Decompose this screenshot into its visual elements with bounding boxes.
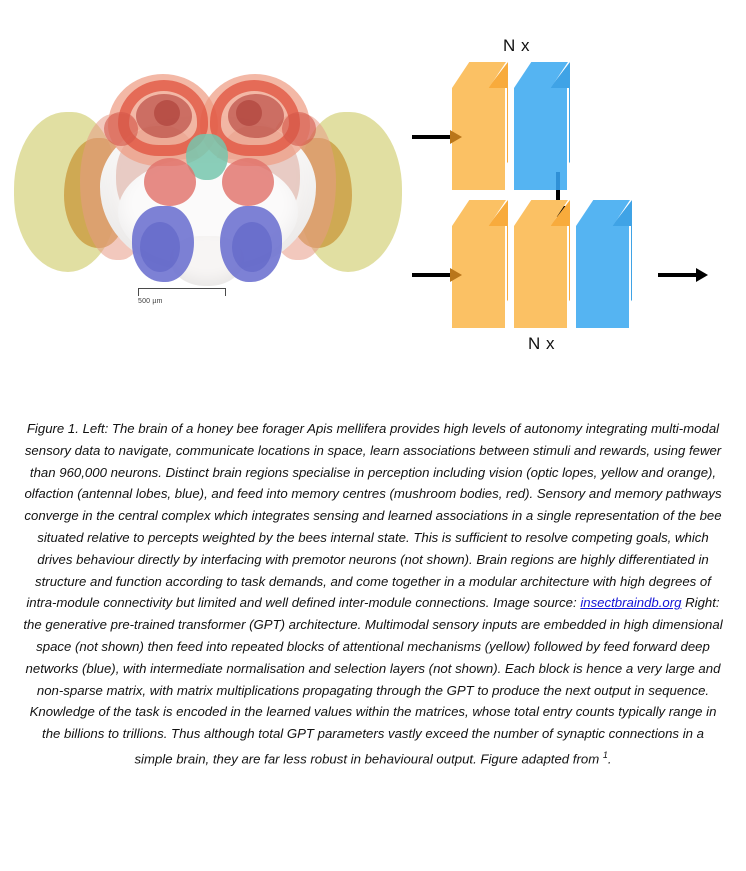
block-front-face	[514, 226, 568, 328]
pedunculus-right	[222, 158, 274, 206]
scale-bar-label: 500 µm	[138, 298, 163, 305]
arrow-head-icon	[450, 130, 462, 144]
mushroom-body-lobe-right	[282, 112, 316, 146]
reference-marker: 1	[602, 749, 608, 760]
block-edge	[629, 226, 631, 328]
feedforward-block-top	[514, 62, 568, 190]
scale-bar	[138, 288, 268, 305]
mushroom-body-lobe-left	[104, 112, 138, 146]
attention-block-bottom-1	[452, 200, 506, 328]
figure-caption	[22, 418, 724, 770]
repeat-label-bottom: N x	[528, 334, 555, 353]
block-edge	[505, 88, 507, 190]
input-arrow-bottom	[412, 273, 464, 277]
input-arrow-top	[412, 135, 464, 139]
output-arrow	[658, 273, 716, 277]
block-edge	[505, 226, 507, 328]
antennal-lobe-left-inner	[140, 222, 180, 272]
arrow-head-icon	[450, 268, 462, 282]
caption-part-3: .	[607, 751, 612, 767]
antennal-lobe-right-inner	[232, 222, 272, 272]
gpt-architecture-diagram	[420, 22, 740, 372]
mushroom-body-spot-left	[154, 100, 180, 126]
scale-bar-line	[138, 288, 226, 296]
caption-part-1: Figure 1. Left: The brain of a honey bee forager Apis mellifera provides high levels of autonomy integrating multi-modal sensory data to navigate, communicate locations in space, learn associations between stimuli and rewards, using fewer than 960,000 neurons. Distinct brain regions specialise in perception including vision (optic lopes, yellow and orange), olfaction (antennal lobes, blue), and feed into memory centres (mushroom bodies, red). Sensory and memory pathways converge in the central complex which integrates sensing and learned associations in a single representation of the bee situated relative to percepts weighted by the bees internal state. This is sufficient to resolve competing goals, which drives behaviour directly by interfacing with premotor neurons (not shown). Brain regions are highly differentiated in structure and function according to task demands, and come together in a modular architecture with high degrees of intra-module connectivity but limited and well defined inter-module connections. Image source:	[24, 421, 722, 611]
block-edge	[567, 88, 569, 190]
pedunculus-left	[144, 158, 196, 206]
brain-render-stage	[8, 40, 408, 310]
attention-block-top	[452, 62, 506, 190]
block-front-face	[576, 226, 630, 328]
mushroom-body-spot-right	[236, 100, 262, 126]
attention-block-bottom-2	[514, 200, 568, 328]
insectbraindb-link[interactable]: insectbraindb.org	[580, 595, 682, 611]
arrow-head-icon	[696, 268, 708, 282]
caption-part-2: Right: the generative pre-trained transformer (GPT) architecture. Multimodal sensory inputs are embedded in high dimensional space (not shown) then feed into repeated blocks of attentional mechanisms (yellow) followed by feed forward deep networks (blue), with intermediate normalisation and selection layers (not shown). Each block is hence a very large and non-sparse matrix, with matrix multiplications propagating through the GPT to produce the next output in sequence. Knowledge of the task is encoded in the learned values within the matrices, whose total entry counts typically range in the billions to trillions. Thus although total GPT parameters vastly exceed the number of synaptic connections in a simple brain, they are far less robust in behavioural output. Figure adapted from	[23, 595, 723, 767]
bee-brain-image	[8, 40, 408, 370]
figure-panels	[0, 0, 746, 400]
block-edge	[567, 226, 569, 328]
arrow-shaft-blue	[556, 172, 560, 192]
repeat-label-top: N x	[503, 36, 530, 55]
feedforward-block-bottom	[576, 200, 630, 328]
